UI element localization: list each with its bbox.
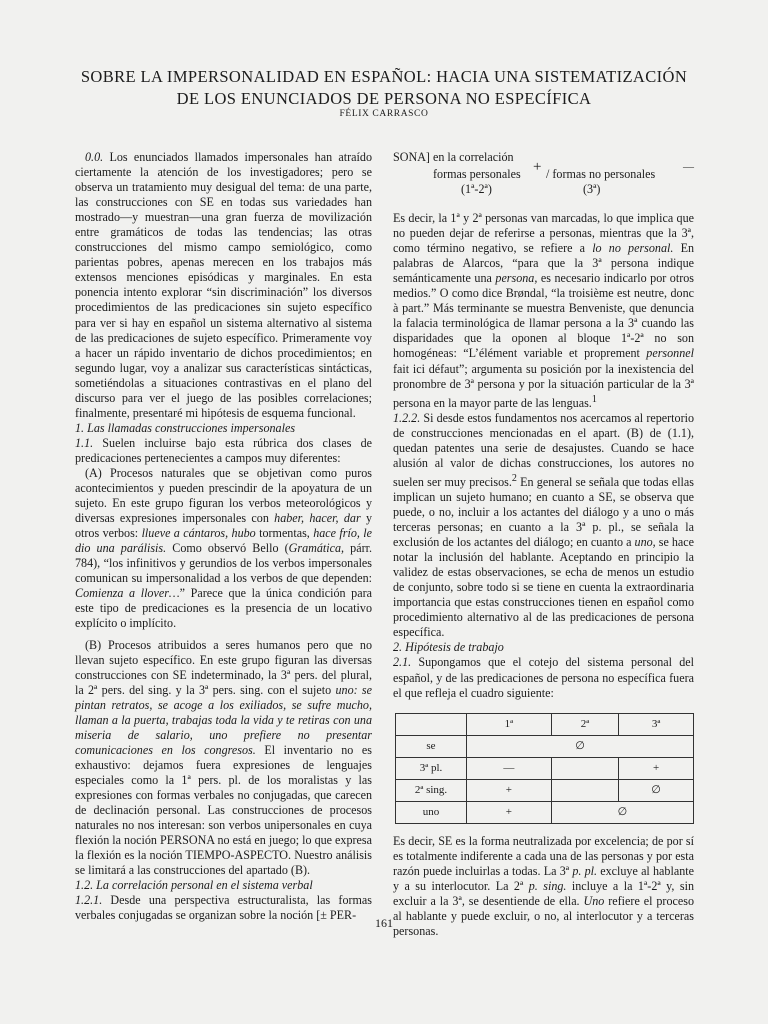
heading-1: 1. Las llamadas construcciones impersonales — [75, 420, 296, 435]
table-cell: ∅ — [619, 779, 694, 801]
formula-plus: + — [533, 159, 542, 176]
section-number: 1.2.1. — [75, 893, 103, 908]
article-title — [40, 66, 728, 110]
table-header: 1ª — [467, 713, 552, 735]
footnote-ref: 2 — [511, 472, 517, 484]
formula-minus: — — [683, 161, 694, 174]
paragraph-0-0: 0.0. Los enunciados llamados impersonales han atraído ciertamente la atención de los investigadores; pero se observa un tratamiento muy desigual del tema: de una parte, las construcciones con SE en todas sus variedades han mostrado—y muestran—una gran fuerza de movilización entre gramáticos de todas las tendencias; las otras construcciones del mismo campo semiológico, como parientas pobres, apenas merecen en los trabajos más extensos menciones episódicas y marginales. En esta ponencia intento explorar “sin discriminación” los diversos procedimientos de las predicaciones sin sujeto específico para ver si hay en español un sistema alternativo al sistema de las predicaciones de sujeto específico. Primeramente voy a hacer un rápido inventario de dichos procedimientos; en segundo lugar, voy a analizar sus características sintácticas, sometiéndolas a situaciones contrastivas en el plano del discurso para ver el juego de las posibles correlaciones; finalmente, presentaré mi hipótesis de esquema funcional. — [75, 150, 372, 420]
title-line-2: DE LOS ENUNCIADOS DE PERSONA NO ESPECÍFICA — [176, 89, 592, 108]
right-column — [393, 150, 694, 939]
paragraph-1-2-1: 1.2.1. Desde una perspectiva estructuralista, las formas verbales conjugadas se organizan sobre la noción [± PER- — [75, 893, 372, 923]
paragraph-es-decir: Es decir, la 1ª y 2ª personas van marcadas, lo que implica que no pueden dejar de referirse a personas, mientras que la 3ª, como término negativo, se refiere a lo no personal. En palabras de Alarcos, “para que la 3ª persona indique semánticamente una persona, es necesario indicarlo por otros medios.” O como dice Brøndal, “la troisième est neutre, donc à part.” Más terminante se muestra Benveniste, que denuncia la falacia terminológica de llamar persona a la 3ª cuando las disparidades que la oponen al bloque 1ª-2ª no son homogéneas: “L’élément variable et proprement personnel fait ici défaut”; argumenta su posición por la inexistencia del pronombre de 3ª persona y por la situación particular de la 3ª persona en la mayor parte de las lenguas.$^1$ — [393, 211, 694, 410]
page-number: 161 — [375, 916, 393, 930]
table-row — [396, 735, 694, 757]
table-cell: + — [467, 801, 552, 823]
footnote-ref: 1 — [591, 393, 597, 405]
formula-12: (1ª-2ª) — [461, 182, 492, 197]
correlation-intro: SONA] en la correlación — [393, 150, 514, 164]
paragraph-2-1: 2.1. Supongamos que el cotejo del sistema personal del español, y de las predicaciones de persona no específica fuera el que refleja el cuadro siguiente: — [393, 655, 694, 700]
person-table — [395, 713, 694, 824]
section-number: 1.2.2. — [393, 410, 421, 425]
table-header — [396, 713, 467, 735]
row-label: 2ª sing. — [396, 779, 467, 801]
author-name: FÉLIX CARRASCO — [339, 109, 429, 119]
formula-nonpersonal: / formas no personales — [546, 167, 656, 182]
table-cell: ∅ — [467, 735, 694, 757]
table-cell: + — [467, 779, 552, 801]
formula-3: (3ª) — [583, 182, 601, 197]
paragraph-conclusion: Es decir, SE es la forma neutralizada por excelencia; de por sí es totalmente indiferente a cada una de las personas y por esta razón puede incluirlas a todas. La 3ª p. pl. excluye al hablante y a su interlocutor. La 2ª p. sing. incluye a la 1ª-2ª y, sin excluir a la 3ª, se desentiende de ella. Uno refiere el proceso al hablante y puede excluir, o no, al interlocutor y a terceras personas. — [393, 833, 694, 938]
table-row — [396, 757, 694, 779]
paragraph-a: (A) Procesos naturales que se objetivan como puros acontecimientos y pueden prescindir de la apoyatura de un sujeto. En este grupo figuran los verbos meteorológicos y diversas expresiones impersonales con haber, hacer, dar y otros verbos: llueve a cántaros, hubo tormentas, hace frío, le dio una parálisis. Como observó Bello (Gramática, párr. 784), “los infinitivos y gerundios de los verbos impersonales comunican su impersonalidad a los verbos de que dependen: Comienza a llover…” Parece que la única condición para este tipo de predicaciones es la presencia de un locativo explícito o implícito. — [75, 465, 373, 631]
heading-2: 2. Hipótesis de trabajo — [393, 640, 504, 655]
table-cell — [551, 779, 618, 801]
section-number: 1.1. — [75, 435, 94, 450]
title-line-1: SOBRE LA IMPERSONALIDAD EN ESPAÑOL: HACIA UNA SISTEMATIZACIÓN — [80, 67, 688, 86]
table-cell — [551, 757, 618, 779]
table-header: 2ª — [551, 713, 618, 735]
left-column — [75, 150, 372, 923]
table-row — [396, 779, 694, 801]
section-number: 0.0. — [85, 150, 104, 164]
row-label: se — [396, 735, 467, 757]
heading-1-2: 1.2. La correlación personal en el sistema verbal — [75, 878, 313, 893]
paragraph-b: (B) Procesos atribuidos a seres humanos pero que no llevan sujeto específico. En este grupo figuran las diversas construcciones con SE indeterminado, la 3ª pers. del plural, la 2ª pers. del sing. y la 3ª pers. sing. con el sujeto uno: se pintan retratos, se acoge a los exiliados, se sufre mucho, llaman a la puerta, trabajas toda la vida y te retiras con una miseria de salario, uno prefiere no presentar comunicaciones en los congresos. El inventario no es exhaustivo: dejamos fuera expresiones de lenguajes especiales como la 1ª pers. pl. de los moralistas y las expresiones con formas verbales no conjugadas, que carecen de declinación personal. Las construcciones de procesos naturales no nos interesan: son verbos unipersonales en cuya flexión la noción PERSONA no está en juego; lo que expresa la flexión es la noción TIEMPO-ASPECTO. Nuestro análisis se limitará a las construcciones del apartado (B). — [75, 637, 373, 878]
table-cell: ∅ — [551, 801, 693, 823]
row-label: 3ª pl. — [396, 757, 467, 779]
row-label: uno — [396, 801, 467, 823]
paragraph-1-2-2: 1.2.2. Si desde estos fundamentos nos acercamos al repertorio de construcciones mencionadas en el apart. (B) de (1.1), quedan patentes una serie de desajustes. Cuando se hace alusión al valor de dichas construcciones, los autores no suelen ser muy precisos.$^2$ En general se señala que todas ellas implican un sujeto humano; en cuanto a SE, se observa que puede, o no, incluir a los actantes del diálogo y a uno o más terceras personas; en cuanto a la 3ª p. pl., se señala la exclusión de los actantes del diálogo; en cuanto a uno, se hace notar la inclusión del hablante. Aceptando en principio la validez de estas observaciones, se echa de menos un estudio de conjunto, sobre todo si se tiene en cuenta la extraordinaria importancia que estas construcciones tienen en español como procedimiento alternativo al de las predicaciones de persona específica. — [393, 410, 694, 640]
table-header-row — [396, 713, 694, 735]
table-header: 3ª — [619, 713, 694, 735]
table-cell: — — [467, 757, 552, 779]
paragraph-1-1: 1.1. Suelen incluirse bajo esta rúbrica dos clases de predicaciones pertenecientes a campos muy diferentes: — [75, 435, 372, 465]
table-cell: + — [619, 757, 694, 779]
table-row — [396, 801, 694, 823]
correlation-formula — [393, 159, 694, 211]
section-number: 2.1. — [393, 655, 412, 670]
formula-personal: formas personales — [433, 167, 521, 182]
